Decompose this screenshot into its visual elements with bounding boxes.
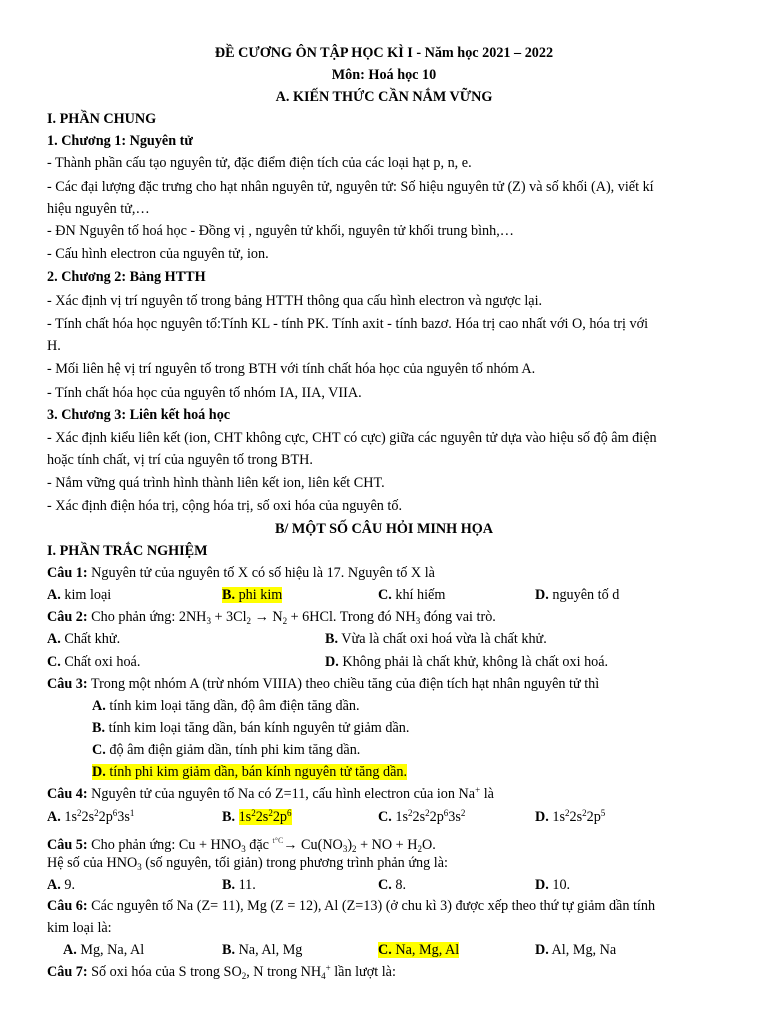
- question-text: đặc: [245, 837, 273, 853]
- question-text: (số nguyên, tối giản) trong phương trình phản ứng là:: [141, 855, 448, 871]
- option-c: [92, 741, 360, 759]
- option-text: 11.: [235, 877, 256, 893]
- question-text: ): [347, 837, 353, 853]
- reaction-condition: t°C: [272, 836, 284, 845]
- option-letter: B.: [325, 631, 339, 647]
- question-2: [47, 608, 496, 626]
- bullet-item: - Tính chất hóa học nguyên tố:Tính KL - tính PK. Tính axit - tính bazơ. Hóa trị cao nhất với O, hóa trị với: [47, 316, 649, 332]
- question-text: Trong một nhóm A (trừ nhóm VIIIA) theo chiều tăng của điện tích hạt nhân nguyên tử thì: [87, 676, 600, 692]
- document-title: ĐỀ CƯƠNG ÔN TẬP HỌC KÌ I - Năm học 2021 – 2022: [214, 45, 554, 61]
- question-text: + 3Cl: [210, 609, 247, 625]
- option-letter: B.: [222, 809, 236, 825]
- question-text: → Cu(NO: [283, 837, 343, 853]
- option-letter: C.: [378, 942, 392, 958]
- option-text: độ âm điện giảm dần, tính phi kim tăng dần.: [105, 742, 361, 758]
- option-d: D. $1s^22s^22p^5$: [535, 808, 606, 825]
- superscript: +: [325, 963, 331, 973]
- subscript: 3: [137, 862, 142, 872]
- question-text: , N trong NH: [246, 964, 322, 980]
- question-text: đóng vai trò.: [420, 609, 496, 625]
- question-3: [47, 675, 599, 693]
- option-b: [222, 941, 302, 959]
- bullet-item: - Tính chất hóa học của nguyên tố nhóm IA, IIA, VIIA.: [47, 385, 362, 401]
- question-6: [47, 897, 655, 915]
- option-letter: A.: [47, 877, 61, 893]
- option-letter: B.: [222, 942, 236, 958]
- bullet-item: - ĐN Nguyên tố hoá học - Đồng vị , nguyên tử khối, nguyên tử khối trung bình,…: [47, 223, 514, 239]
- question-7: [47, 963, 396, 981]
- question-5: [47, 832, 436, 854]
- question-text: Nguyên tử của nguyên tố X có số hiệu là 17. Nguyên tố X là: [87, 565, 435, 581]
- bullet-item: - Thành phần cấu tạo nguyên tử, đặc điểm điện tích của các loại hạt p, n, e.: [47, 155, 472, 171]
- option-d: [325, 653, 608, 671]
- option-a: A. $1s^22s^22p^63s^1$: [47, 808, 135, 825]
- option-c: [378, 586, 445, 604]
- option-text: nguyên tố d: [548, 587, 620, 603]
- chapter-1-heading: 1. Chương 1: Nguyên tử: [47, 133, 193, 149]
- option-text: phi kim: [235, 587, 283, 603]
- section-b-heading: B/ MỘT SỐ CÂU HỎI MINH HỌA: [274, 521, 494, 537]
- option-text: Không phải là chất khử, không là chất oxi hoá.: [338, 654, 609, 670]
- option-c: [378, 876, 406, 894]
- question-text: là: [480, 786, 494, 802]
- option-a: [63, 941, 144, 959]
- option-text: Mg, Na, Al: [76, 942, 145, 958]
- subject-line: Môn: Hoá học 10: [331, 67, 437, 83]
- bullet-item: - Các đại lượng đặc trưng cho hạt nhân nguyên tử, nguyên tử: Số hiệu nguyên tử (Z) và số khối (A), viết kí: [47, 179, 654, 195]
- question-text: Hệ số của HNO: [47, 855, 138, 871]
- section-a-heading: A. KIẾN THỨC CẦN NẮM VỮNG: [275, 89, 493, 105]
- option-b: [92, 719, 409, 737]
- option-a: [92, 697, 360, 715]
- question-text: O.: [421, 837, 436, 853]
- question-text: → N: [251, 609, 283, 625]
- option-a: [47, 876, 75, 894]
- question-text: Nguyên tử của nguyên tố Na có Z=11, cấu hình electron của ion Na: [87, 786, 476, 802]
- option-letter: B.: [222, 877, 236, 893]
- option-text: tính kim loại tăng dần, độ âm điện tăng dần.: [105, 698, 360, 714]
- option-text: khí hiếm: [391, 587, 446, 603]
- question-text: Cho phản ứng: Cu + HNO: [87, 837, 242, 853]
- option-d: [535, 876, 570, 894]
- question-label: Câu 7:: [47, 964, 88, 980]
- option-letter: D.: [535, 809, 549, 825]
- question-6-line-2: kim loại là:: [47, 920, 112, 936]
- option-a: [47, 630, 120, 648]
- option-letter: C.: [378, 587, 392, 603]
- bullet-item: - Xác định vị trí nguyên tố trong bảng HTTH thông qua cấu hình electron và ngược lại.: [47, 293, 543, 309]
- option-c: [47, 653, 140, 671]
- option-text: Na, Mg, Al: [391, 942, 460, 958]
- bullet-item: - Xác định kiểu liên kết (ion, CHT không cực, CHT có cực) giữa các nguyên tử dựa vào hiệu số độ âm điện: [47, 430, 657, 446]
- option-letter: A.: [47, 587, 61, 603]
- bullet-item: - Xác định điện hóa trị, cộng hóa trị, số oxi hóa của nguyên tố.: [47, 498, 402, 514]
- question-text: + NO + H: [356, 837, 418, 853]
- bullet-item-continued: hiệu nguyên tử,…: [47, 201, 150, 217]
- option-text: Na, Al, Mg: [235, 942, 303, 958]
- option-d-answer: [92, 763, 407, 781]
- option-letter: C.: [92, 742, 106, 758]
- chapter-3-heading: 3. Chương 3: Liên kết hoá học: [47, 407, 231, 423]
- question-text: Số oxi hóa của S trong SO: [87, 964, 242, 980]
- question-label: Câu 2:: [47, 609, 88, 625]
- option-letter: C.: [47, 654, 61, 670]
- bullet-item: - Nắm vững quá trình hình thành liên kết ion, liên kết CHT.: [47, 475, 385, 491]
- option-letter: D.: [535, 587, 549, 603]
- option-letter: C.: [378, 809, 392, 825]
- question-text: Cho phản ứng: 2NH: [87, 609, 207, 625]
- question-label: Câu 3:: [47, 676, 88, 692]
- bullet-item: - Cấu hình electron của nguyên tử, ion.: [47, 246, 269, 262]
- option-text: tính kim loại tăng dần, bán kính nguyên tử giảm dần.: [105, 720, 410, 736]
- subscript: 2: [417, 844, 422, 854]
- option-text: kim loại: [60, 587, 112, 603]
- part-heading: I. PHẦN CHUNG: [47, 111, 157, 127]
- subscript: 2: [352, 844, 357, 854]
- subscript: 2: [282, 616, 288, 626]
- subscript: 2: [246, 616, 252, 626]
- option-letter: B.: [222, 587, 236, 603]
- option-letter: C.: [378, 877, 392, 893]
- option-letter: A.: [92, 698, 106, 714]
- option-letter: A.: [63, 942, 77, 958]
- option-letter: D.: [92, 764, 106, 780]
- option-letter: A.: [47, 631, 61, 647]
- bullet-item-continued: hoặc tính chất, vị trí của nguyên tố trong BTH.: [47, 452, 313, 468]
- question-label: Câu 6:: [47, 898, 88, 914]
- question-text: Các nguyên tố Na (Z= 11), Mg (Z = 12), Al (Z=13) (ở chu kì 3) được xếp theo thứ tự giảm dần tính: [87, 898, 656, 914]
- option-text: Vừa là chất oxi hoá vừa là chất khử.: [338, 631, 547, 647]
- subscript: 4: [321, 971, 326, 981]
- option-d: [535, 941, 616, 959]
- option-letter: A.: [47, 809, 61, 825]
- option-text: Chất khử.: [60, 631, 121, 647]
- chapter-2-heading: 2. Chương 2: Bảng HTTH: [47, 269, 206, 285]
- question-1: [47, 564, 435, 582]
- option-d: [535, 586, 619, 604]
- option-letter: B.: [92, 720, 106, 736]
- option-b: [325, 630, 547, 648]
- option-text: 8.: [391, 877, 406, 893]
- option-a: [47, 586, 111, 604]
- option-text: Al, Mg, Na: [548, 942, 617, 958]
- question-4: [47, 785, 494, 803]
- option-text: 10.: [548, 877, 571, 893]
- option-text: Chất oxi hoá.: [60, 654, 141, 670]
- question-5-line-2: [47, 854, 448, 872]
- question-label: Câu 1:: [47, 565, 88, 581]
- option-c-answer: [378, 941, 459, 959]
- bullet-item-continued: H.: [47, 338, 61, 354]
- multiple-choice-heading: I. PHẦN TRẮC NGHIỆM: [47, 543, 208, 559]
- option-letter: D.: [535, 942, 549, 958]
- superscript: +: [475, 785, 481, 795]
- subscript: 3: [415, 616, 421, 626]
- option-text: 9.: [60, 877, 75, 893]
- option-letter: D.: [535, 877, 549, 893]
- subscript: 3: [342, 844, 348, 854]
- option-b: [222, 876, 256, 894]
- option-c: C. $1s^22s^22p^63s^2$: [378, 808, 466, 825]
- subscript: 3: [206, 616, 211, 626]
- question-text: lần lượt là:: [330, 964, 396, 980]
- bullet-item: - Mối liên hệ vị trí nguyên tố trong BTH với tính chất hóa học của nguyên tố nhóm A.: [47, 361, 536, 377]
- subscript: 2: [241, 971, 247, 981]
- option-b-answer: B. $1s^22s^22p^6$: [222, 808, 292, 825]
- option-letter: D.: [325, 654, 339, 670]
- question-label: Câu 4:: [47, 786, 88, 802]
- option-b-answer: [222, 586, 282, 604]
- option-text: tính phi kim giảm dần, bán kính nguyên tử tăng dần.: [105, 764, 408, 780]
- question-label: Câu 5:: [47, 837, 88, 853]
- question-text: + 6HCl. Trong đó NH: [287, 609, 416, 625]
- subscript: 3: [241, 844, 246, 854]
